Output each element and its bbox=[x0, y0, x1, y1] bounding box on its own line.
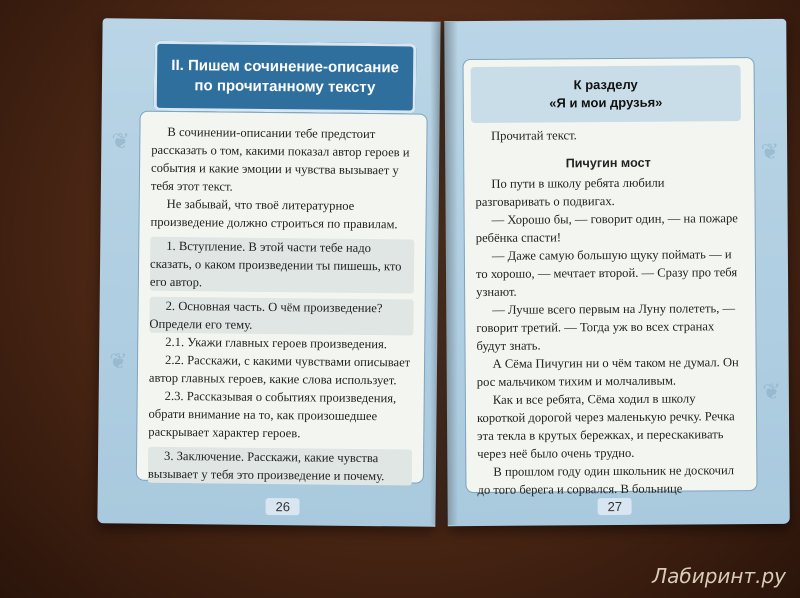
instruction: Прочитай текст. bbox=[490, 128, 577, 143]
paragraph: 2.3. Рассказывая о событиях произведения, обрати внимание на то, как произошедшее раскрывает характер героев. bbox=[148, 388, 397, 441]
page-number-left: 26 bbox=[265, 498, 300, 515]
paragraph: 2.1. Укажи главных героев произведения. bbox=[165, 334, 388, 352]
paragraph: 3. Заключение. Расскажи, какие чувства вызывает у тебя это произведение и почему. bbox=[148, 447, 412, 486]
paragraph: Как и все ребята, Сёма ходил в школу короткой дорогой через маленькую речку. Речка эта текла в крутых бережках, и перескакивать через неё было очень трудно. bbox=[476, 391, 735, 461]
left-text bbox=[148, 123, 416, 486]
paragraph: А Сёма Пичугин ни о чём таком не думал. Он рос мальчиком тихим и молчаливым. bbox=[476, 355, 739, 389]
paragraph: Не забывай, что твоё литературное произведение должно строиться по правилам. bbox=[150, 196, 398, 232]
story-title: Пичугин мост bbox=[565, 155, 651, 171]
open-book bbox=[100, 20, 792, 530]
paragraph: По пути в школу ребята любили разговаривать о подвигах. bbox=[475, 175, 665, 209]
paragraph: 2.2. Расскажи, с какими чувствами описывает автор главных героев, какие слова использует. bbox=[148, 352, 411, 388]
paragraph: В сочинении-описании тебе предстоит рассказать о том, какими показал автор героев и события и какие эмоции и чувства вызывает у тебя этот текст. bbox=[150, 124, 410, 194]
section-line1: К разделу bbox=[573, 76, 638, 93]
page-number-right: 27 bbox=[598, 498, 633, 515]
paragraph: — Хорошо бы, — говорит один, — на пожаре ребёнка спасти! bbox=[475, 211, 738, 245]
ornament-icon: ❦ bbox=[108, 348, 128, 374]
paragraph: 2. Основная часть. О чём произведение? Определи его тему. bbox=[149, 297, 413, 336]
book-spine bbox=[430, 22, 458, 525]
ornament-icon: ❦ bbox=[111, 128, 130, 154]
right-text bbox=[475, 125, 744, 499]
right-page bbox=[444, 19, 790, 526]
paragraph: 1. Вступление. В этой части тебе надо сказать, о каком произведении ты пишешь, кто его автор. bbox=[150, 237, 415, 294]
ornament-icon: ❦ bbox=[762, 378, 781, 404]
section-header bbox=[471, 65, 741, 123]
chapter-title bbox=[154, 41, 417, 114]
section-line2: «Я и мои друзья» bbox=[549, 94, 663, 111]
watermark-logo: Лабиринт.ру bbox=[652, 564, 786, 588]
paragraph: — Даже самую большую щуку поймать — и то хорошо, — мечтает второй. — Сразу про тебя узнают. bbox=[475, 247, 738, 299]
left-page bbox=[97, 18, 440, 527]
paragraph: — Лучше всего первым на Луну полететь, — говорит третий. — Тогда уж во всех странах будут знать. bbox=[476, 301, 736, 353]
chapter-title-line1: II. Пишем сочинение-описание bbox=[171, 56, 400, 77]
paragraph: В прошлом году один школьник не доскочил до того берега и сорвался. В больнице bbox=[477, 463, 735, 497]
ornament-icon: ❦ bbox=[760, 138, 780, 164]
chapter-title-line2: по прочитанному тексту bbox=[194, 77, 376, 97]
